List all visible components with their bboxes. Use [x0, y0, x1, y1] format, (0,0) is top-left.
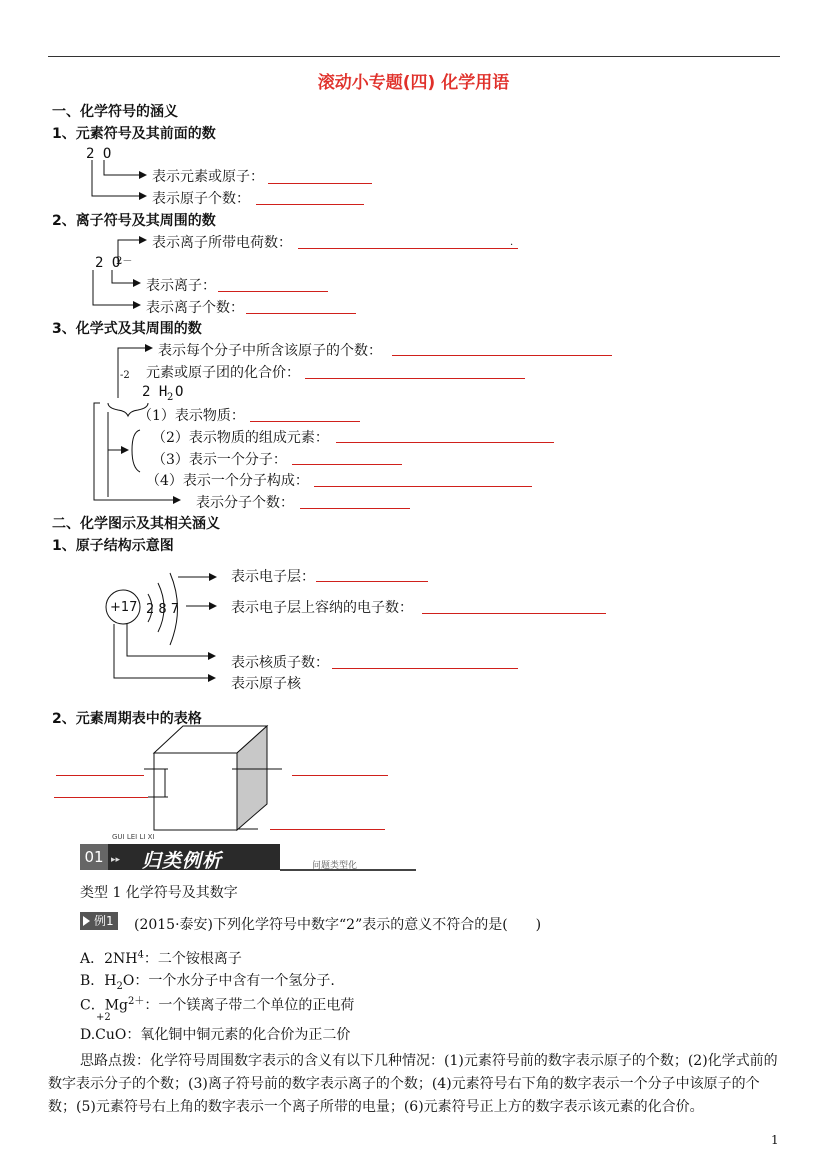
example-tag-label: 例1 — [94, 914, 114, 928]
type-heading: 类型 1 化学符号及其数字 — [80, 885, 238, 901]
option-b-dot: . — [330, 973, 335, 989]
s2-sub1-heading: 1、原子结构示意图 — [52, 538, 174, 554]
sub2-symbol: 2 O — [95, 255, 121, 271]
option-a-post: ：二个铵根离子 — [143, 951, 242, 967]
sub1-symbol: 2 O — [86, 146, 112, 162]
sub3-item2: （2）表示物质的组成元素： — [152, 430, 329, 446]
sub2-label-a: 表示离子所带电荷数： — [152, 235, 292, 251]
sub3-formula-b: O — [175, 384, 184, 400]
banner-pinyin: GUI LEI LI XI — [112, 833, 155, 841]
option-a-sup: 4 — [137, 949, 144, 961]
sub3-sup-num: -2 — [120, 370, 130, 381]
sub2-dot: . — [510, 237, 514, 248]
nucleus-charge: +17 — [110, 600, 138, 615]
sub3-item1: （1）表示物质： — [138, 408, 245, 424]
example-question: (2015·泰安)下列化学符号中数字“2”表示的意义不符合的是( ) — [134, 917, 542, 933]
double-arrow-icon: ▸▸ — [111, 855, 121, 865]
sub3-heading: 3、化学式及其周围的数 — [52, 321, 202, 337]
hint-paragraph: 思路点拨：化学符号周围数字表示的含义有以下几种情况：(1)元素符号前的数字表示原子的个数；(2)化学式前的数字表示分子的个数；(3)离子符号前的数字表示离子的个数；(4)元素符号右下角的数字表示一个分子中该原子的个数；(5)元素符号右上角的数字表示一个离子所带的电量；(6)元素符号正上方的数字表示该元素的化合价。 — [48, 1053, 778, 1115]
banner-number: 01 — [80, 844, 108, 870]
sub2-label-c: 表示离子个数： — [146, 300, 244, 316]
option-c — [80, 992, 354, 1015]
option-b-sub: 2 — [116, 980, 123, 992]
sub3-formula-a: 2 H — [142, 384, 168, 400]
page-number: 1 — [771, 1133, 779, 1147]
option-b-pre: B．H — [80, 973, 117, 989]
section2-heading: 二、化学图示及其相关涵义 — [52, 516, 220, 532]
sub2-symbol-sup: 2－ — [116, 256, 133, 267]
sub3-formula-sub: 2 — [167, 392, 174, 403]
sub3-item4: （4）表示一个分子构成： — [146, 473, 309, 489]
sub1-label-a: 表示元素或原子： — [152, 169, 264, 185]
option-b-post: O：一个水分子中含有一个氢分子 — [122, 973, 331, 989]
sub3-label-b: 元素或原子团的化合价： — [146, 365, 300, 381]
sub1-heading: 1、元素符号及其前面的数 — [52, 126, 216, 142]
sub2-heading: 2、离子符号及其周围的数 — [52, 213, 216, 229]
page-title: 滚动小专题(四) 化学用语 — [317, 73, 510, 93]
option-a — [80, 948, 242, 968]
electron-counts: 2 8 7 — [146, 602, 180, 617]
s2-label-d: 表示原子核 — [231, 676, 301, 692]
banner-right-text: 问题类型化 — [312, 861, 358, 871]
example-tag — [80, 912, 118, 930]
option-c-post: ：一个镁离子带二个单位的正电荷 — [144, 997, 355, 1014]
sub3-item3: （3）表示一个分子： — [152, 452, 287, 468]
sub3-item5: 表示分子个数： — [196, 495, 294, 511]
s2-label-a: 表示电子层： — [231, 569, 315, 585]
banner-title: 归类例析 — [142, 850, 223, 872]
section1-heading: 一、化学符号的涵义 — [52, 104, 178, 120]
sub2-label-b: 表示离子： — [146, 278, 216, 294]
s2-label-b: 表示电子层上容纳的电子数： — [231, 600, 413, 616]
s2-sub2-heading: 2、元素周期表中的表格 — [52, 711, 202, 727]
option-c-pre: C．Mg — [80, 997, 129, 1014]
sub1-label-b: 表示原子个数： — [152, 191, 250, 207]
option-d: D.CuO：氧化铜中铜元素的化合价为正二价 — [80, 1027, 351, 1043]
option-c-sup: 2＋ — [128, 996, 145, 1007]
option-a-pre: A．2NH — [80, 951, 138, 967]
s2-label-c: 表示核质子数： — [231, 655, 329, 671]
option-b — [80, 970, 335, 992]
sub3-label-a: 表示每个分子中所含该原子的个数： — [158, 343, 382, 359]
option-d-valence: +2 — [96, 1012, 111, 1023]
